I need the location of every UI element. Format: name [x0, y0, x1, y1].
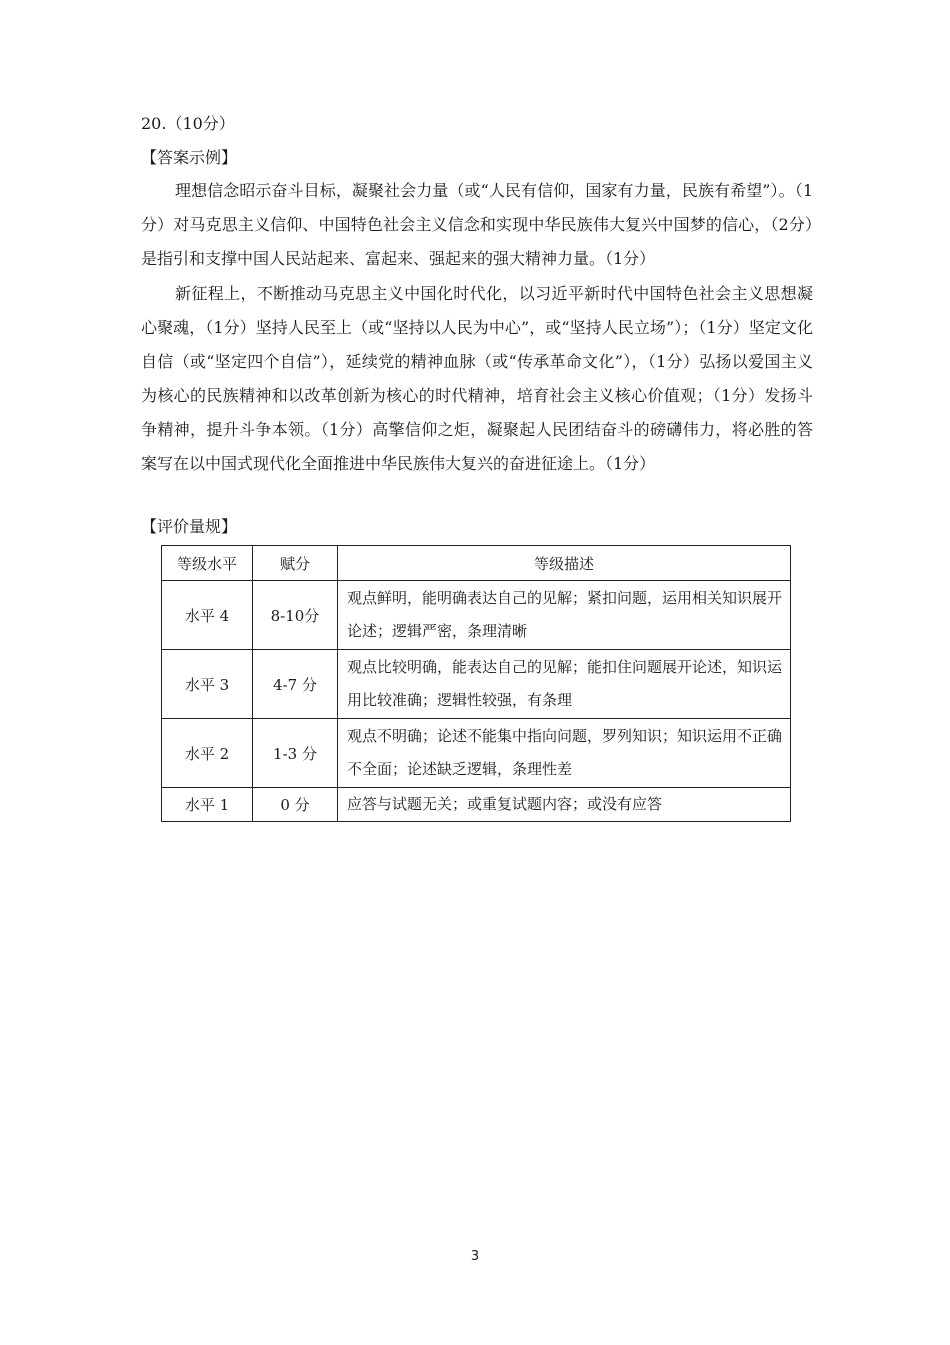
description-cell: 观点不明确；论述不能集中指向问题，罗列知识；知识运用不正确不全面；论述缺乏逻辑，条理性差	[338, 719, 791, 788]
table-row	[162, 650, 791, 719]
level-cell: 水平 2	[162, 719, 253, 788]
level-cell: 水平 4	[162, 581, 253, 650]
page-number: 3	[470, 1249, 480, 1264]
column-header-description: 等级描述	[338, 546, 791, 581]
level-cell: 水平 3	[162, 650, 253, 719]
score-cell: 1-3 分	[253, 719, 338, 788]
table-row	[162, 719, 791, 788]
column-header-score: 赋分	[253, 546, 338, 581]
table-row	[162, 581, 791, 650]
answer-paragraph-2: 新征程上，不断推动马克思主义中国化时代化，以习近平新时代中国特色社会主义思想凝心聚魂，（1分）坚持人民至上（或“坚持以人民为中心”，或“坚持人民立场”）；（1分）坚定文化自信（或“坚定四个自信”），延续党的精神血脉（或“传承革命文化”），（1分）弘扬以爱国主义为核心的民族精神和以改革创新为核心的时代精神，培育社会主义核心价值观；（1分）发扬斗争精神，提升斗争本领。（1分）高擎信仰之炬，凝聚起人民团结奋斗的磅礴伟力，将必胜的答案写在以中国式现代化全面推进中华民族伟大复兴的奋进征途上。（1分）	[141, 284, 813, 473]
question-header: 20.（10分）	[141, 114, 235, 133]
rubric-label: 【评价量规】	[141, 517, 238, 536]
column-header-level: 等级水平	[162, 546, 253, 581]
rubric-table	[161, 545, 791, 822]
score-cell: 8-10分	[253, 581, 338, 650]
description-cell: 观点鲜明，能明确表达自己的见解；紧扣问题，运用相关知识展开论述；逻辑严密，条理清晰	[338, 581, 791, 650]
rubric-header-row	[162, 546, 791, 581]
answer-example-label: 【答案示例】	[141, 148, 238, 167]
description-cell: 观点比较明确，能表达自己的见解；能扣住问题展开论述，知识运用比较准确；逻辑性较强，有条理	[338, 650, 791, 719]
score-cell: 0 分	[253, 788, 338, 822]
level-cell: 水平 1	[162, 788, 253, 822]
answer-paragraph-1: 理想信念昭示奋斗目标，凝聚社会力量（或“人民有信仰，国家有力量，民族有希望”）。（1分）对马克思主义信仰、中国特色社会主义信念和实现中华民族伟大复兴中国梦的信心，（2分）是指引和支撑中国人民站起来、富起来、强起来的强大精神力量。（1分）	[141, 181, 813, 268]
table-row	[162, 788, 791, 822]
description-cell: 应答与试题无关；或重复试题内容；或没有应答	[338, 788, 791, 822]
score-cell: 4-7 分	[253, 650, 338, 719]
